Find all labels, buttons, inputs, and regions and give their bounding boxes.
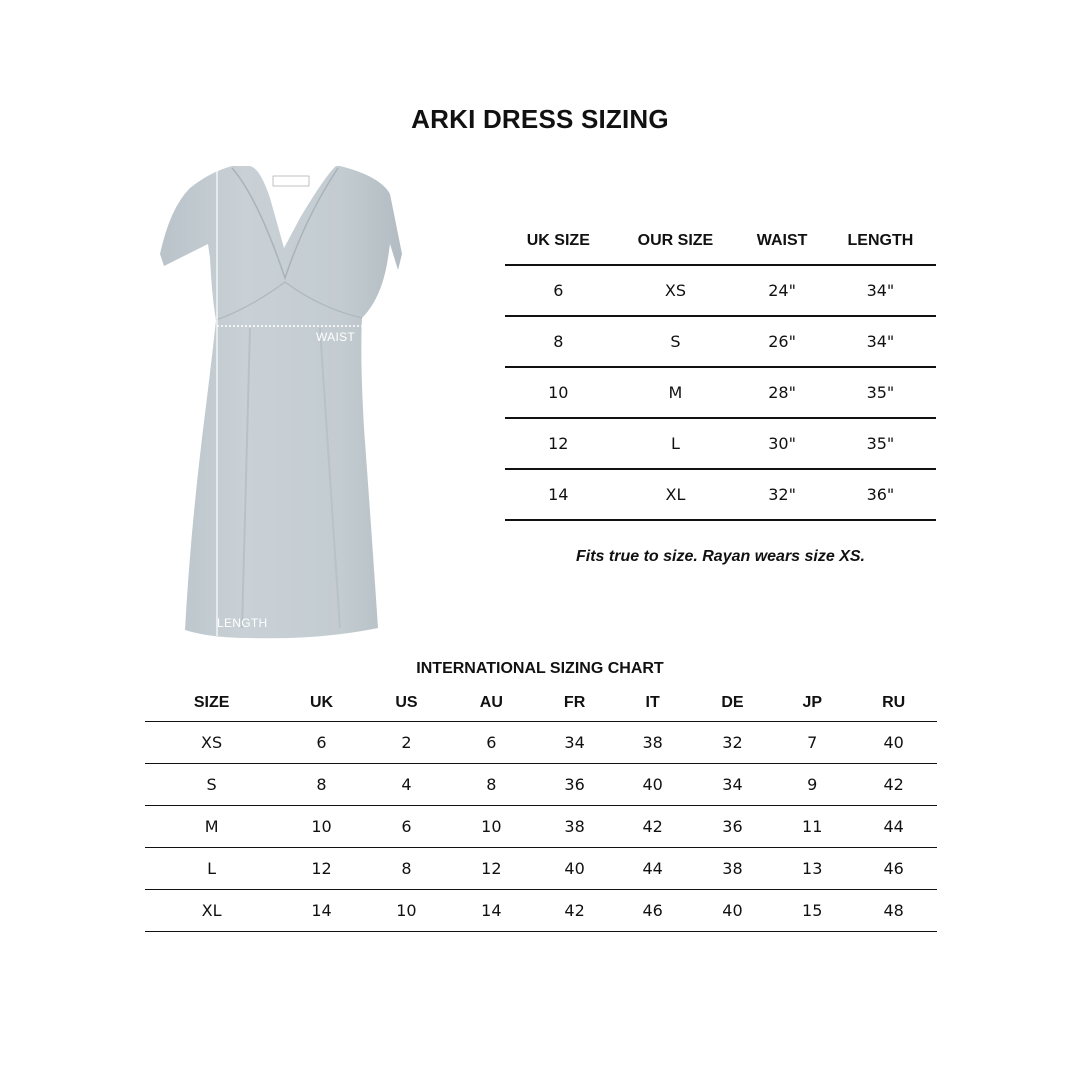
table-cell: 6	[278, 722, 365, 764]
table-cell: 6	[365, 806, 448, 848]
table-cell: 44	[615, 848, 691, 890]
intl-chart-title: INTERNATIONAL SIZING CHART	[416, 660, 664, 677]
table-cell: 35"	[825, 418, 936, 469]
table-row	[145, 890, 937, 932]
dress-image	[150, 158, 420, 648]
table-cell: 34"	[825, 265, 936, 316]
table-cell: 10	[505, 367, 612, 418]
table-cell: 32"	[739, 469, 825, 520]
table-cell: XS	[612, 265, 740, 316]
header-length: LENGTH	[825, 218, 936, 265]
table-cell: 15	[774, 890, 850, 932]
header-de: DE	[691, 684, 774, 722]
size-table	[505, 218, 936, 521]
header-uk-size: UK SIZE	[505, 218, 612, 265]
table-cell: 14	[505, 469, 612, 520]
table-cell: 44	[850, 806, 937, 848]
header-size: SIZE	[145, 684, 278, 722]
table-cell: 13	[774, 848, 850, 890]
header-us: US	[365, 684, 448, 722]
table-cell: 40	[691, 890, 774, 932]
header-uk: UK	[278, 684, 365, 722]
table-cell: 32	[691, 722, 774, 764]
table-cell: 30"	[739, 418, 825, 469]
table-cell: 40	[850, 722, 937, 764]
table-row	[505, 469, 936, 520]
table-row	[145, 848, 937, 890]
table-cell: 12	[278, 848, 365, 890]
table-cell: 38	[535, 806, 615, 848]
table-cell: XL	[145, 890, 278, 932]
table-cell: L	[612, 418, 740, 469]
table-cell: S	[145, 764, 278, 806]
table-row	[145, 722, 937, 764]
table-cell: 6	[448, 722, 535, 764]
table-row	[145, 806, 937, 848]
table-cell: 28"	[739, 367, 825, 418]
table-row	[505, 418, 936, 469]
table-cell: 12	[448, 848, 535, 890]
page-title: ARKI DRESS SIZING	[411, 104, 669, 134]
table-cell: 40	[535, 848, 615, 890]
table-cell: 11	[774, 806, 850, 848]
table-cell: 12	[505, 418, 612, 469]
table-cell: S	[612, 316, 740, 367]
table-cell: 34	[535, 722, 615, 764]
header-au: AU	[448, 684, 535, 722]
dress-illustration	[150, 158, 420, 648]
table-cell: 36	[691, 806, 774, 848]
table-cell: 8	[505, 316, 612, 367]
header-waist: WAIST	[739, 218, 825, 265]
table-cell: 38	[615, 722, 691, 764]
intl-header-row	[145, 684, 937, 722]
header-jp: JP	[774, 684, 850, 722]
table-cell: 38	[691, 848, 774, 890]
table-cell: 36	[535, 764, 615, 806]
length-label: LENGTH	[217, 616, 268, 630]
table-cell: 24"	[739, 265, 825, 316]
table-cell: XL	[612, 469, 740, 520]
table-cell: 46	[615, 890, 691, 932]
table-cell: 46	[850, 848, 937, 890]
table-cell: 40	[615, 764, 691, 806]
intl-size-table	[145, 684, 937, 932]
size-table-header-row	[505, 218, 936, 265]
table-cell: 42	[535, 890, 615, 932]
table-cell: M	[145, 806, 278, 848]
waist-label: WAIST	[316, 330, 356, 344]
table-cell: 42	[850, 764, 937, 806]
table-row	[145, 764, 937, 806]
table-cell: 14	[278, 890, 365, 932]
table-cell: L	[145, 848, 278, 890]
table-cell: 14	[448, 890, 535, 932]
table-cell: 34"	[825, 316, 936, 367]
table-cell: 26"	[739, 316, 825, 367]
fit-note: Fits true to size. Rayan wears size XS.	[576, 548, 865, 565]
table-cell: 35"	[825, 367, 936, 418]
table-row	[505, 265, 936, 316]
table-cell: 7	[774, 722, 850, 764]
table-cell: 6	[505, 265, 612, 316]
header-it: IT	[615, 684, 691, 722]
table-cell: 10	[448, 806, 535, 848]
table-cell: 4	[365, 764, 448, 806]
table-cell: 42	[615, 806, 691, 848]
table-cell: M	[612, 367, 740, 418]
table-cell: 48	[850, 890, 937, 932]
table-cell: 8	[448, 764, 535, 806]
table-row	[505, 316, 936, 367]
table-cell: 2	[365, 722, 448, 764]
table-cell: 34	[691, 764, 774, 806]
table-cell: 10	[365, 890, 448, 932]
table-cell: XS	[145, 722, 278, 764]
table-cell: 8	[365, 848, 448, 890]
header-our-size: OUR SIZE	[612, 218, 740, 265]
table-cell: 10	[278, 806, 365, 848]
header-fr: FR	[535, 684, 615, 722]
table-cell: 9	[774, 764, 850, 806]
header-ru: RU	[850, 684, 937, 722]
table-cell: 8	[278, 764, 365, 806]
table-row	[505, 367, 936, 418]
table-cell: 36"	[825, 469, 936, 520]
